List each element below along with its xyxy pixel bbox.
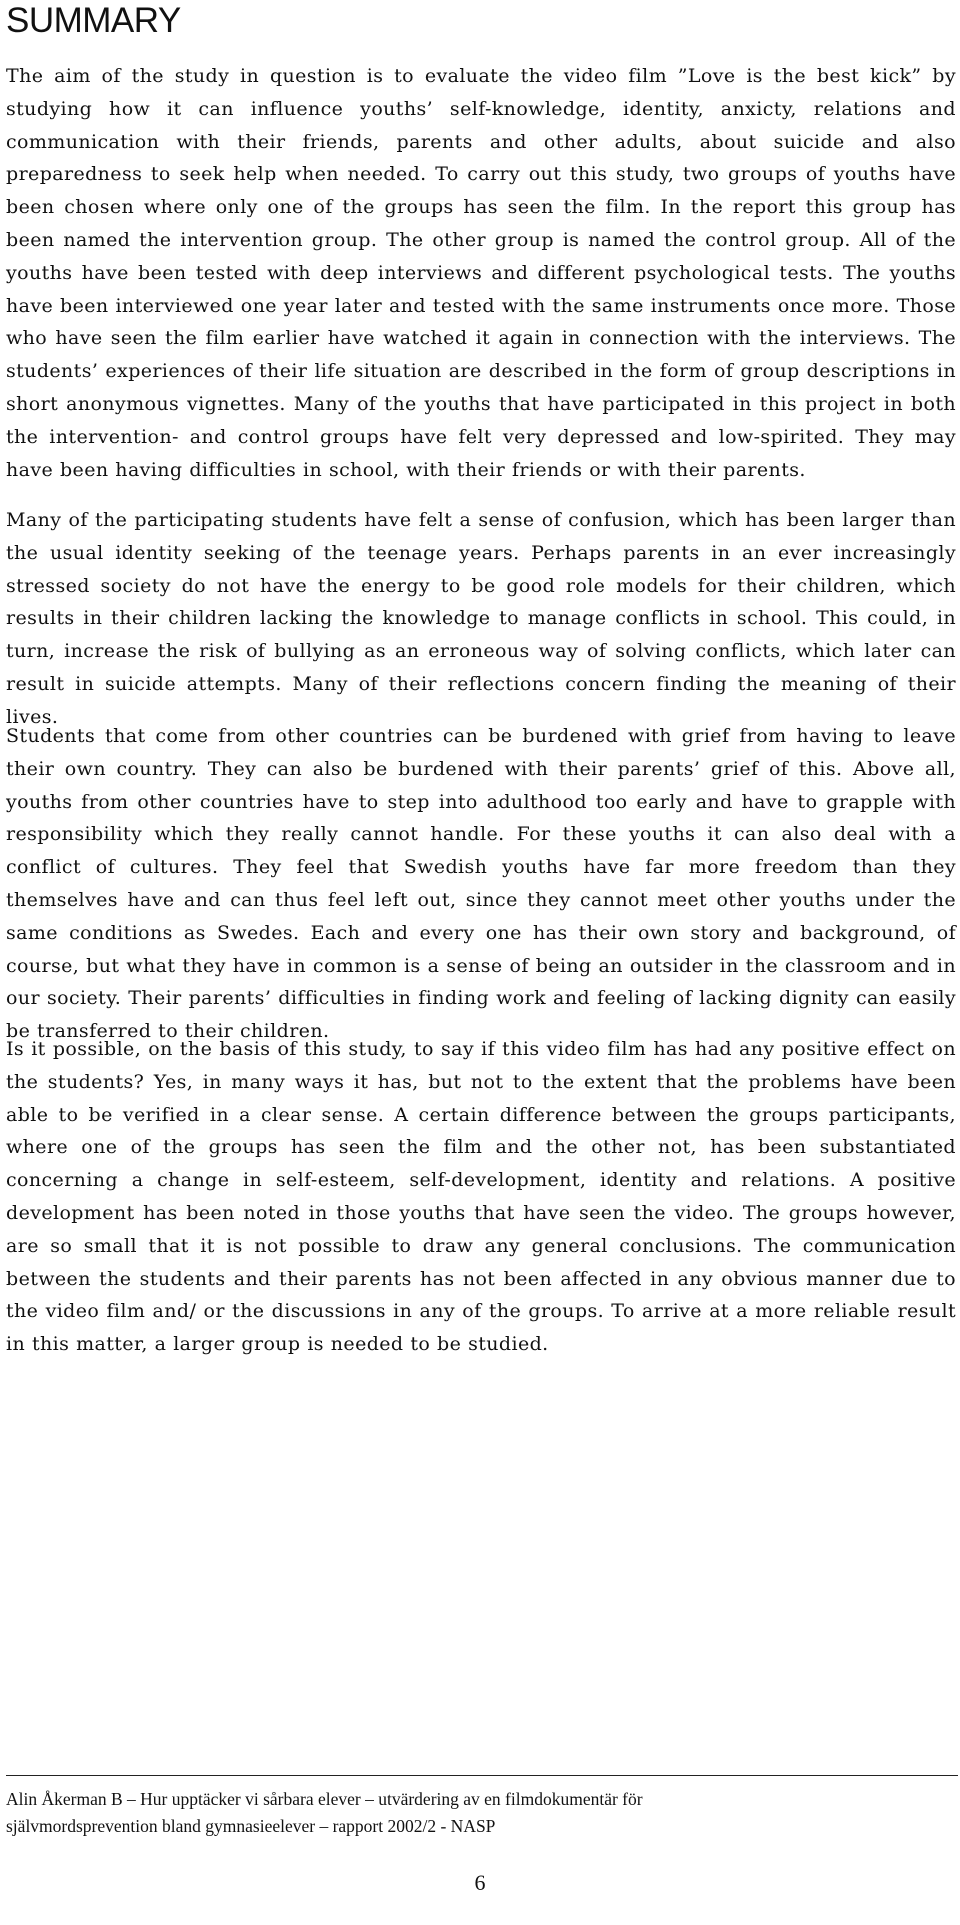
footer-citation — [6, 1786, 956, 1840]
summary-paragraph-2: Many of the participating students have felt a sense of confusion, which has been larger than the usual identity seeking of the teenage years. Perhaps parents in an ever increasingly stressed society do not have the energy to be good role models for their children, which results in their children lacking the knowledge to manage conflicts in school. This could, in turn, increase the risk of bullying as an erroneous way of solving conflicts, which later can result in suicide attempts. Many of their reflections concern finding the meaning of their lives. — [6, 509, 956, 728]
footer-line-1: Alin Åkerman B – Hur upptäcker vi sårbara elever – utvärdering av en filmdokumentär för — [6, 1789, 643, 1809]
footer-divider — [6, 1775, 958, 1776]
summary-paragraph-4: Is it possible, on the basis of this study, to say if this video film has had any positive effect on the students? Yes, in many ways it has, but not to the extent that the problems have been able to be verified in a clear sense. A certain difference between the groups participants, where one of the groups has seen the film and the other not, has been substantiated concerning a change in self-esteem, self-development, identity and relations. A positive development has been noted in those youths that have seen the video. The groups however, are so small that it is not possible to draw any general conclusions. The communication between the students and their parents has not been affected in any obvious manner due to the video film and/ or the discussions in any of the groups. To arrive at a more reliable result in this matter, a larger group is needed to be studied. — [6, 1038, 956, 1356]
page-title: SUMMARY — [6, 1, 181, 40]
footer-line-2: självmordsprevention bland gymnasieelever – rapport 2002/2 - NASP — [6, 1816, 496, 1836]
summary-paragraph-3: Students that come from other countries can be burdened with grief from having to leave their own country. They can also be burdened with their parents’ grief of this. Above all, youths from other countries have to step into adulthood too early and have to grapple with responsibility which they really cannot handle. For these youths it can also deal with a conflict of cultures. They feel that Swedish youths have far more freedom than they themselves have and can thus feel left out, since they cannot meet other youths under the same conditions as Swedes. Each and every one has their own story and background, of course, but what they have in common is a sense of being an outsider in the classroom and in our society. Their parents’ difficulties in finding work and feeling of lacking dignity can easily be transferred to their children. — [6, 725, 956, 1043]
summary-paragraph-1: The aim of the study in question is to evaluate the video film ”Love is the best kick” by studying how it can influence youths’ self-knowledge, identity, anxicty, relations and communication with their friends, parents and other adults, about suicide and also preparedness to seek help when needed. To carry out this study, two groups of youths have been chosen where only one of the groups has seen the film. In the report this group has been named the intervention group. The other group is named the control group. All of the youths have been tested with deep interviews and different psychological tests. The youths have been interviewed one year later and tested with the same instruments once more. Those who have seen the film earlier have watched it again in connection with the interviews. The students’ experiences of their life situation are described in the form of group descriptions in short anonymous vignettes. Many of the youths that have participated in this project in both the intervention- and control groups have felt very depressed and low-spirited. They may have been having difficulties in school, with their friends or with their parents. — [6, 65, 956, 481]
page-number: 6 — [474, 1870, 486, 1895]
